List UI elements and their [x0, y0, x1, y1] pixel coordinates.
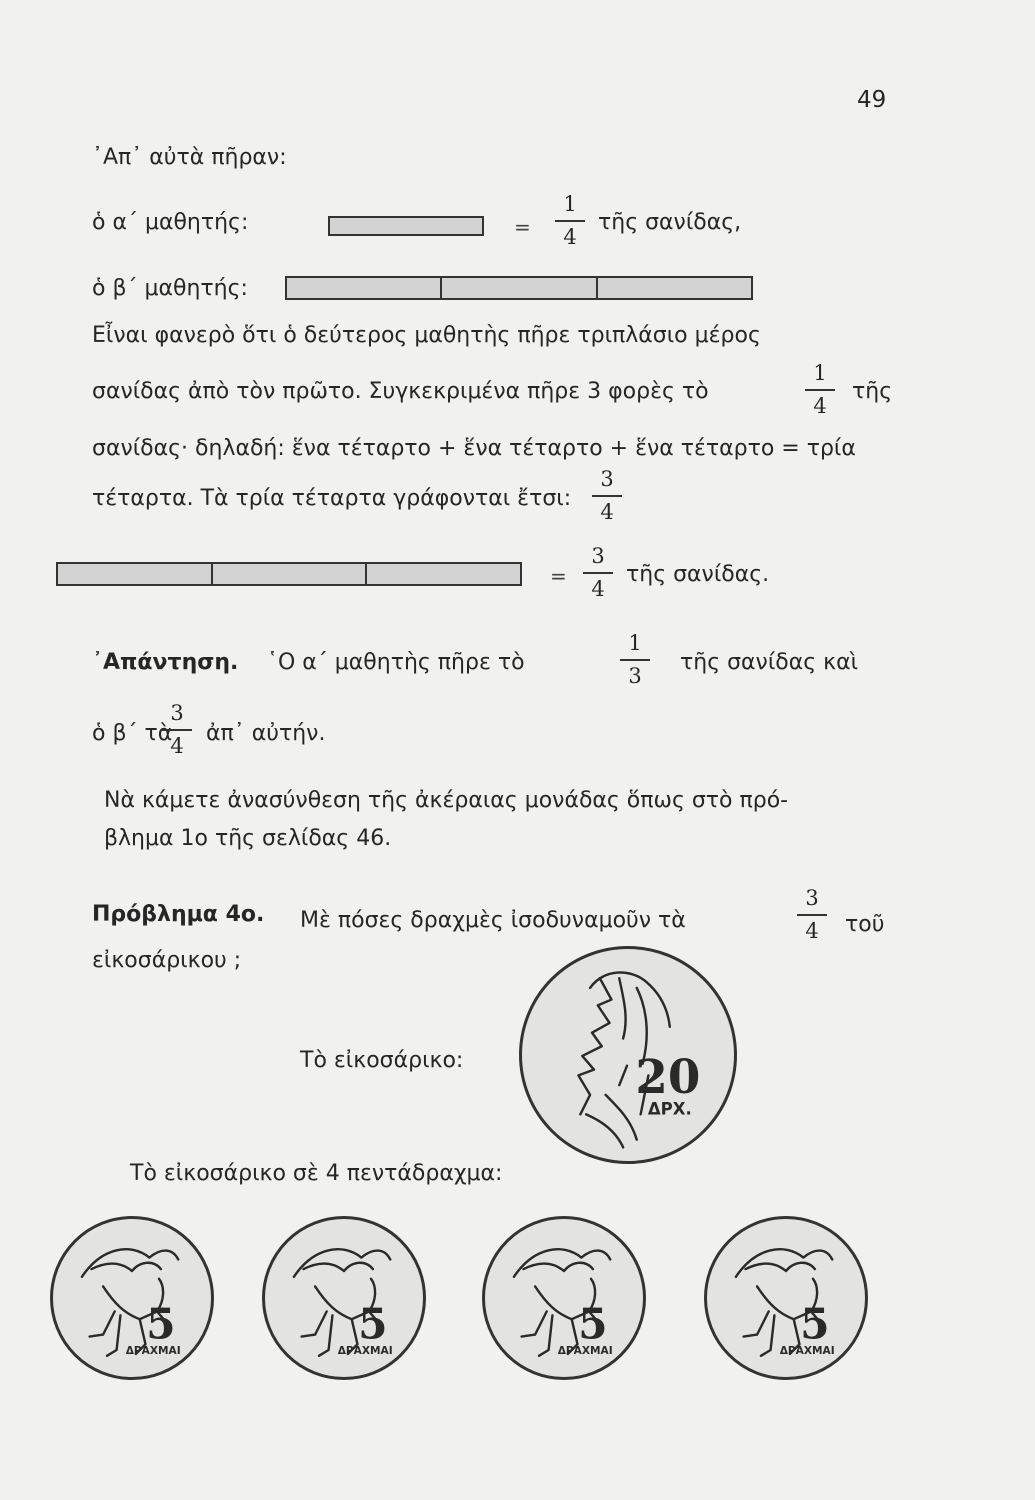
coin-unit: ΔΡΑΧΜΑΙ: [779, 1344, 835, 1357]
five-drachma-coin-icon: [262, 1216, 426, 1380]
coin-value: 5: [800, 1298, 830, 1349]
student-a-label: ὁ α΄ μαθητής:: [92, 210, 249, 235]
coin-value: 5: [578, 1298, 608, 1349]
fraction-one-third: 1 3: [620, 633, 650, 687]
page-number: 49: [857, 87, 887, 113]
para2-line2: βλημα 1ο τῆς σελίδας 46.: [104, 826, 392, 851]
coin20-caption: Τὸ εἰκοσάρικο:: [300, 1048, 464, 1073]
fraction-one-quarter: 1 4: [555, 194, 585, 248]
answer-text-3: ὁ β΄ τὰ: [92, 721, 173, 746]
equals-sign: =: [514, 215, 531, 239]
para1-line4: τέταρτα. Τὰ τρία τέταρτα γράφονται ἔτσι:: [92, 486, 572, 511]
five-drachma-coin-icon: [50, 1216, 214, 1380]
five-drachma-coin-icon: [482, 1216, 646, 1380]
student-b-board-piece: [285, 276, 753, 300]
para1-line1: Εἶναι φανερὸ ὅτι ὁ δεύτερος μαθητὴς πῆρε τριπλάσιο μέρος: [92, 323, 761, 348]
intro-line: ᾿Απ᾿ αὐτὰ πῆραν:: [92, 145, 287, 170]
three-quarters-board: [56, 562, 522, 586]
coin20-value: 20: [635, 1049, 701, 1105]
coin20-unit: ΔΡΧ.: [647, 1099, 692, 1119]
fraction-one-quarter: 1 4: [805, 363, 835, 417]
answer-label: ᾿Απάντηση.: [92, 650, 239, 675]
equals-sign: =: [550, 564, 567, 588]
answer-text-4: ἀπ᾿ αὐτήν.: [206, 721, 326, 746]
problem-text-2: τοῦ: [845, 912, 885, 937]
para1-line3: σανίδας· δηλαδή: ἕνα τέταρτο + ἕνα τέταρτο + ἕνα τέταρτο = τρία: [92, 436, 856, 461]
fraction-three-quarters: 3 4: [162, 703, 192, 757]
para1-line2-suffix: τῆς: [852, 379, 893, 404]
problem-label: Πρόβλημα 4ο.: [92, 902, 265, 927]
para1-line2: σανίδας ἀπὸ τὸν πρῶτο. Συγκεκριμένα πῆρε 3 φορὲς τὸ: [92, 379, 709, 404]
problem-text-3: εἰκοσάρικου ;: [92, 948, 242, 973]
twenty-drachma-coin-icon: [519, 946, 737, 1164]
fraction-three-quarters: 3 4: [797, 888, 827, 942]
five-drachma-coin-icon: [704, 1216, 868, 1380]
student-a-board-piece: [328, 216, 484, 236]
student-b-label: ὁ β΄ μαθητής:: [92, 276, 248, 301]
coins5-caption: Τὸ εἰκοσάρικο σὲ 4 πεντάδραχμα:: [130, 1161, 503, 1186]
coin-value: 5: [358, 1298, 388, 1349]
para2-line1: Νὰ κάμετε ἀνασύνθεση τῆς ἀκέραιας μονάδας ὅπως στὸ πρό-: [104, 788, 789, 813]
coin-unit: ΔΡΑΧΜΑΙ: [557, 1344, 613, 1357]
answer-text-1: ῾Ο α΄ μαθητὴς πῆρε τὸ: [267, 650, 525, 675]
student-a-suffix: τῆς σανίδας,: [598, 210, 742, 235]
fraction-three-quarters: 3 4: [592, 469, 622, 523]
problem-text-1: Μὲ πόσες δραχμὲς ἰσοδυναμοῦν τὰ: [300, 908, 686, 933]
coin-unit: ΔΡΑΧΜΑΙ: [337, 1344, 393, 1357]
coin-value: 5: [146, 1298, 176, 1349]
three-quarters-suffix: τῆς σανίδας.: [626, 562, 770, 587]
coin-unit: ΔΡΑΧΜΑΙ: [125, 1344, 181, 1357]
fraction-three-quarters: 3 4: [583, 546, 613, 600]
answer-text-2: τῆς σανίδας καὶ: [680, 650, 859, 675]
